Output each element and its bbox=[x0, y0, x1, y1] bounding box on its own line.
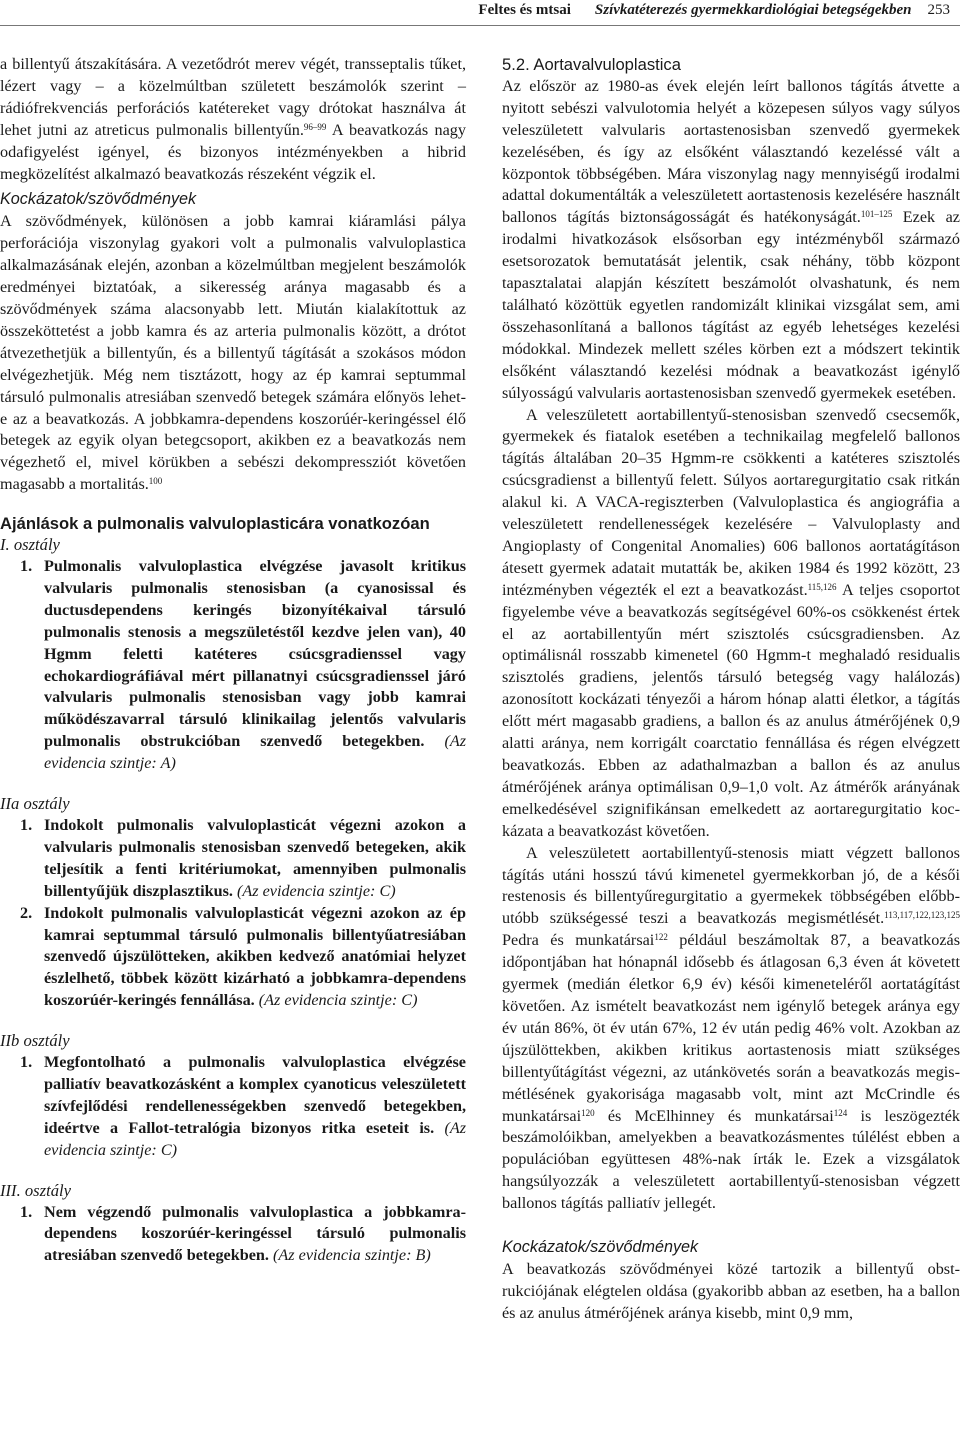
recommendation-item: 1. Indokolt pulmonalis valvuloplasticát végezni azokon a valvularis pulmonalis stenosisban szenvedő betegeken, akik teljesítik a fenti kritériumokat, amennyiben pulmonalis billentyűjük diszplasztikus. (Az evidencia szintje: C) bbox=[20, 816, 466, 900]
citation: 96–99 bbox=[303, 121, 327, 132]
recommendation-item: 1. Megfontolható a pulmonalis valvuloplastica elvégzése palliatív beavatkozásként a komplex cyanoticus veleszületett szívfejlődési rendellenességekben szenvedő betegekben, ideértve a Fallot-tetralógia bizonyos ritka eseteit is. (Az evidencia szintje: C) bbox=[20, 1053, 467, 1159]
class-label: III. osztály bbox=[0, 1180, 71, 1200]
class-block-iia bbox=[0, 793, 466, 1012]
class-label: IIb osztály bbox=[0, 1031, 70, 1051]
paragraph: A veleszületett aortabillentyű-stenosisban szenvedő csecsemők, gyermekek és fiatalok esetében a technikailag megfelelő ballonos tágítás általában 20–35 Hgmm-re csökkenti a katéteres szisztolés csúcsgradienst a billentyű felett. Súlyos aortaregurgitatio csak ritkán alakul ki. A VACA-regiszterben (Valvuloplastica és angiográfia a veleszületett rendellenességek kezelésére – Valvuloplasty and Angioplasty of Congenital Anomalies) 606 ballonos aortatágításon átesett gyermek adatait mutatták be, akiken 1984 és 1992 között, 23 intézményben végezték el ezt a beavatkozást.$^{115,126}$ A teljes csoportot figyelembe véve a beavatkozás segítségével 60%-os csökkenést értek el az aortabillentyűn mért szisztolés csúcsgradiensben. Az optimálisnál rosszabb kimenetel (60 Hgmm-t meghaladó residualis szisztolés gradiens, jelentős társuló betegség vagy halálozás) azonosított kockázati tényezői a három hónap alatti életkor, a tágítás előtt mért magasabb gradiens, a ballon és az anulus átmérőjének 0,9 alatti aránya, nem korrigált coarctatio fennállása és régen elvégzett beavatkozás. Ebben az adathalmazban a ballon és az anulus átmérőjének aránya optimálisan 0,9–1,0 volt. Az átmérők arányának emelkedésével szignifikánsan emelkedett az aortaregurgitatio kockázata a beavatkozást követően. bbox=[502, 405, 960, 840]
citation: 120 bbox=[581, 1107, 595, 1118]
evidence-level: (Az evidencia szintje: A) bbox=[44, 732, 467, 773]
paragraph: A beavatkozás szövődményei közé tartozik a billentyű obstrukciójának elégtelen oldása (gyakoribb abban az esetben, ha a ballon és az anulus átmérőjének aránya kisebb, mint 0,9 mm, bbox=[502, 1259, 960, 1322]
class-block-i bbox=[0, 534, 466, 775]
left-column bbox=[0, 54, 466, 1267]
class-label: IIa osztály bbox=[0, 794, 70, 814]
class-block-iii bbox=[0, 1180, 466, 1268]
citation: 115,126 bbox=[807, 581, 837, 592]
header-authors: Feltes és mtsai bbox=[478, 2, 571, 18]
paragraph: Az először az 1980-as évek elején leírt ballonos tágítás átvette a nyitott sebészi valvulotomia helyét a közepesen súlyos vagy súlyos veleszületett valvularis aortastenosisban szenvedő gyermekek kezelésében, és így az elsőként választandó kezeléssé vált a központok többségében. Mára viszonylag nagy mennyiségű irodalmi adattal dokumentálták a veleszületett aortastenosis kezelésére használt ballonos tágítás biztonságosságát és hatékonyságát.$^{101-125}$ Ezek az irodalmi hivatkozások elsősorban egy intézményből származó esetsorozatok bemutatását jelentik, csak néhány, több központ tapasztalatai alapján készített beszámolót olvashatunk, és nem található közöttük egyetlen randomizált klinikai vizsgálat sem, ami összehasonlítaná a ballonos tágítást az egyéb lehetséges kezelési módokkal. Mindezek mellett széles körben ezt a módszert tekintik elsőként választandó kezelési módnak a beavatkozást igénylő súlyosságú valvularis aortastenosisban szenvedő gyermekek esetében. bbox=[502, 76, 960, 402]
header-divider bbox=[0, 25, 960, 26]
section-heading-complications: Kockázatok/szövődmények bbox=[0, 190, 197, 209]
item-number: 1. bbox=[20, 557, 33, 576]
class-label: I. osztály bbox=[0, 535, 60, 555]
evidence-level: (Az evidencia szintje: B) bbox=[273, 1246, 431, 1265]
evidence-level: (Az evidencia szintje: C) bbox=[258, 991, 418, 1010]
page-number: 253 bbox=[927, 2, 950, 18]
item-number: 1. bbox=[20, 1202, 33, 1221]
class-block-iib bbox=[0, 1030, 466, 1161]
item-number: 2. bbox=[20, 903, 33, 922]
section-heading-recommendations: Ajánlások a pulmonalis valvuloplasticára vonatkozóan bbox=[0, 514, 430, 534]
citation: 100 bbox=[148, 476, 163, 487]
right-column bbox=[502, 54, 960, 1325]
recommendation-item: 1. Nem végzendő pulmonalis valvuloplastica a jobbkamra-dependens koszorúér-keringéssel társuló pulmonalis atresiában szenvedő betegekben. (Az evidencia szintje: B) bbox=[20, 1202, 466, 1265]
evidence-level: (Az evidencia szintje: C) bbox=[44, 1118, 467, 1159]
recommendation-item: 1. Pulmonalis valvuloplastica elvégzése javasolt kritikus valvularis pulmonalis stenosisban (a cyanosissal és ductusdependens keringés bizonyítékaival társuló pulmonalis stenosis a megszületéstől kezdve jelen van), 40 Hgmm feletti katéteres csúcsgradienssel vagy echokardiográfiával mért pillanatnyi csúcsgradienssel járó valvularis pulmonalis stenosisban vagy jobb kamrai működészavarral társuló klinikailag jelentős valvularis pulmonalis obstrukcióban szenvedő betegekben. (Az evidencia szintje: A) bbox=[20, 557, 467, 773]
running-header bbox=[478, 0, 950, 20]
section-heading-complications-right: Kockázatok/szövődmények bbox=[502, 1238, 699, 1257]
evidence-level: (Az evidencia szintje: C) bbox=[236, 881, 396, 900]
citation: 122 bbox=[654, 932, 668, 943]
header-title: Szívkatéterezés gyermekkardiológiai betegségekben bbox=[594, 2, 912, 18]
item-number: 1. bbox=[20, 816, 33, 834]
citation: 101–125 bbox=[860, 209, 893, 220]
citation: 124 bbox=[833, 1107, 848, 1118]
item-number: 1. bbox=[20, 1053, 33, 1072]
recommendation-item: 2. Indokolt pulmonalis valvuloplasticát végezni azokon az ép kamrai septummal társuló pulmonalis billentyűatresiában szenvedő újszülötteken, akikben kedvező anatómiai helyzet észlelhető, többek között kizárható a jobbkamra-dependens koszorúér-keringés fennállása. (Az evidencia szintje: C) bbox=[20, 903, 466, 1010]
citation: 113,117,122,123,125 bbox=[884, 910, 960, 921]
intro-paragraph: a billentyű átszakítására. A vezetődrót merev végét, transseptalis tűket, lézert vagy – a közelmúltban született beszámolók szerint – rádiófrekvenciás perforációs katétereket vagy drótokat használva át lehet jutni az atreticus pulmonalis billentyűn.$^{96-99}$ A beavatkozás nagy odafigyelést igényel, és bizonyos intézményekben a hibrid megközelítést alkalmazó beavatkozás részeként végzik el. bbox=[0, 55, 466, 183]
complications-paragraph: A szövődmények, különösen a jobb kamrai kiáramlási pálya perforációja viszonylag gyakori volt a pulmonalis valvuloplastica alkalmazásának elején, azonban a közelmúltban megjelent beszámolók eredményei biztatóak, a sikeresség aránya magasabb és a szövődmények száma alacsonyabb lett. Miután kialakítottuk az összeköttetést a jobb kamra és az arteria pulmonalis között, a drótot átvezethetjük a billentyűn, és a billentyű tágítását a szokásos módon elvégezhetjük. Még nem tisztázott, hogy az ép kamrai septummal társuló pulmonalis atresiában szenvedő betegek számára előnyös lehet-e az a beavatkozás. A jobbkamra-dependens koszorúér-keringéssel élő betegek az egyik olyan betegcsoport, akikben ez a beavatkozás nem végezhető el, mivel körükben a sebészi dekompressziót követően magasabb a mortalitás.$^{100}$ bbox=[0, 212, 466, 494]
paragraph: A veleszületett aortabillentyű-stenosis miatt végzett ballonos tágítás utáni hosszú távú kimenetel gyermekkorban jó, de a késői restenosis és billentyűregurgitatio a gyermekek többségében előbb-utóbb szükségessé teszi a beavatkozás megismétlését.$^{113,117,122,123,125}$ Pedra és munkatársai$^{122}$ például beszámoltak 87, a beavatkozás időpontjában hat hónapnál idősebb és átlagosan 6,3 éven át követett gyermek (medián életkor 6,9 év) késői kimeneteléről aortatágítást követően. Az ismételt beavatkozást nem igénylő betegek aránya egy év után 86%, öt év után 67%, 12 év után pedig 46% volt. Azokban az újszülöttekben, akikben kritikus aortastenosis miatt szükséges billentyűtágítást végezni, az utánkövetés során a beavatkozás megismétlésének gyakorisága magasabb volt, mint azt McCrindle és munkatársai$^{120}$ és McElhinney és munkatársai$^{124}$ is leszögezték beszámolóikban, amelyekben a beavatkozásmentes túlélést ebben a populációban együttesen 48%-nak írták le. Ezek a vizsgálatok hangsúlyozzák a veleszületett aortabillentyű-stenosisban végzett ballonos tágítás palliatív jellegét. bbox=[502, 843, 960, 1213]
section-title-aortavalvuloplastica: 5.2. Aortavalvuloplastica bbox=[502, 55, 681, 74]
